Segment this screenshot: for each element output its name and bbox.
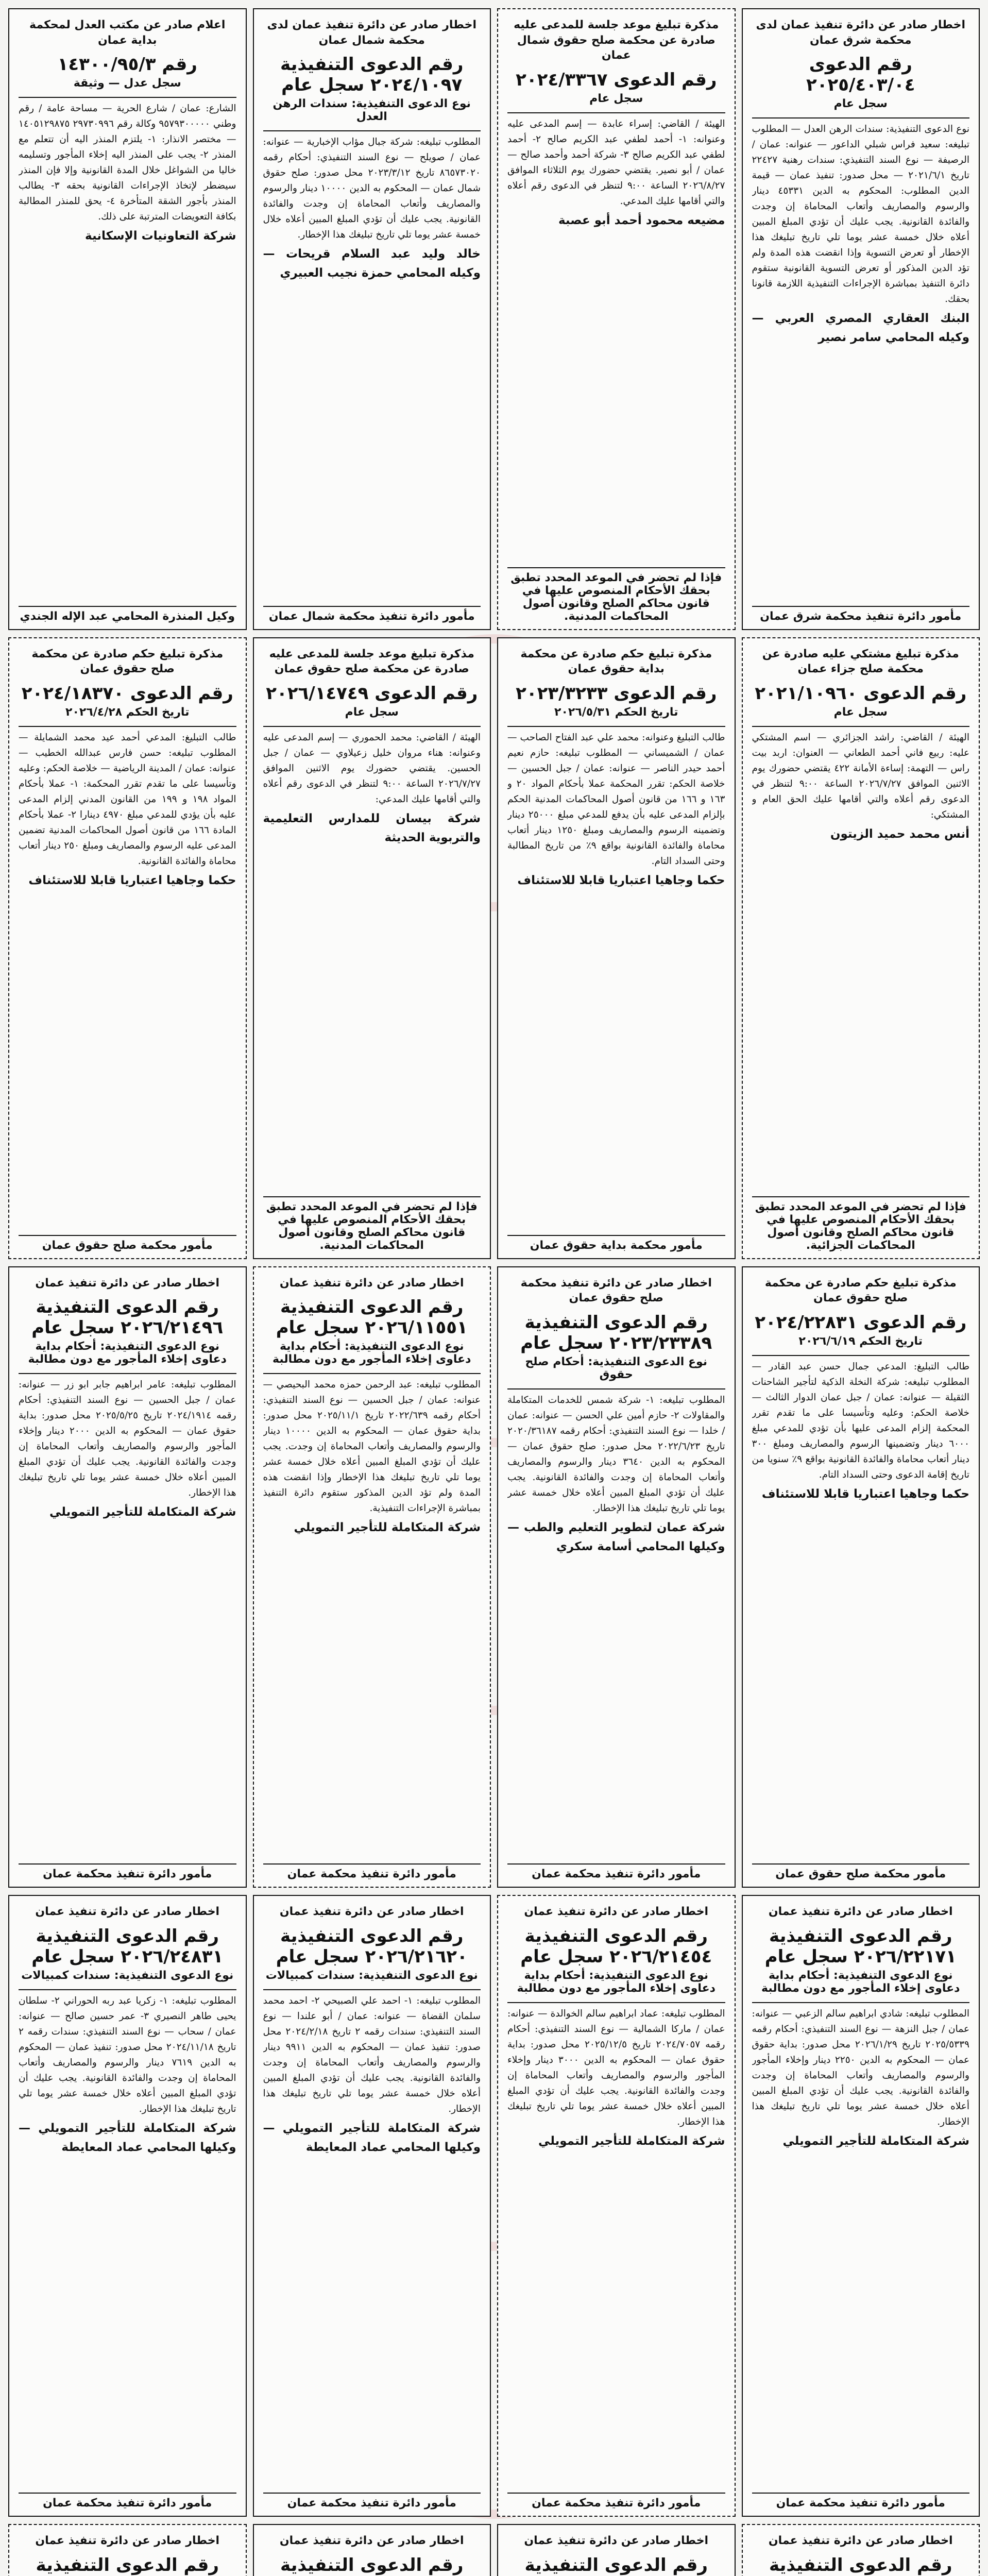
case-register: نوع الدعوى التنفيذية: سندات كمبيالات	[265, 1969, 478, 1982]
notice-title: اخطار صادر عن دائرة تنفيذ عمان	[768, 1905, 953, 1919]
case-register: نوع الدعوى التنفيذية: أحكام بداية دعاوى إخلاء المأجور مع دون مطالبة	[517, 1969, 716, 1995]
notice-signature: وكيل المنذرة المحامي عبد الإله الجندي	[19, 606, 236, 623]
notices-grid	[8, 8, 980, 2576]
party-name: شركة عمان لتطوير التعليم والطب — وكيلها المحامي أسامة سكري	[507, 1520, 725, 1553]
case-number: رقم الدعوى التنفيذية ٢٠٢٦/٢١٤٥٤ سجل عام	[520, 1926, 712, 1968]
legal-notice-card	[8, 637, 247, 1259]
party-name: خالد وليد عبد السلام قريحات — وكيله المحامي حمزة نجيب العبيري	[263, 247, 481, 280]
notice-signature: مأمور دائرة تنفيذ محكمة عمان	[19, 2493, 236, 2510]
notice-text: الهيئة / القاضي: راشد الجزائري — اسم المشتكي عليه: ربيع فاني أحمد الطعاني — العنوان: اربد بيت راس — التهمة: إساءة الأمانة ٤٢٢ يقتضي حضورك يوم الاثنين الموافق ٢٠٢٦/٧/٢٧ الساعة ٩:٠٠ لتنظر في الدعوى رقم أعلاه والتي أقامها عليك الحق العام و المشتكي:	[752, 732, 969, 821]
case-number: رقم الدعوى التنفيذية	[524, 2554, 708, 2575]
notice-body	[752, 122, 970, 602]
case-number: رقم الدعوى التنفيذية	[36, 2554, 219, 2575]
notice-signature: فإذا لم تحضر في الموعد المحدد تطبق بحقك الأحكام المنصوص عليها في قانون محاكم الصلح وقانون أصول المحاكمات المدنية.	[263, 1196, 481, 1252]
party-name: شركة بيسان للمدارس التعليمية والتربوية الحديثة	[263, 812, 481, 845]
notice-text: طالب التبليغ: المدعي أحمد عيد محمد الشمايلة — المطلوب تبليغه: حسن فارس عبدالله الخطيب — عنوانه: عمان / المدينة الرياضية — خلاصة الحكم: وعليه وتأسيسا على ما تقدم تقرر المحكمة: ١- عملا بأحكام المواد ١٩٨ و ١٩٩ من القانون المدني إلزام المدعى عليه بأن يؤدي للمدعي مبلغ ٤٩٧٠ دينارا ٢- عملا بأحكام المادة ١٦٦ من قانون أصول المحاكمات المدنية تضمين المدعى عليه الرسوم والمصاريف ومبلغ ٢٥٠ دينار أتعاب محاماة والفائدة القانونية.	[19, 732, 236, 867]
case-number: رقم الدعوى التنفيذية ٢٠٢٣/٢٣٣٨٩ سجل عام	[520, 1312, 712, 1353]
party-name: حكما وجاهيا اعتباريا قابلا للاستئناف	[761, 1487, 969, 1501]
divider	[263, 726, 481, 727]
notice-text: المطلوب تبليغه: شركة جبال مؤاب الإخبارية — عنوانه: عمان / صويلح — نوع السند التنفيذي: أحكام رقمه ٨٦٥٧٣٠٢٠ تاريخ ٢٠٢٣/٣/١٢ محل صدور: صلح حقوق شمال عمان — المحكوم به الدين ١٠٠٠٠ دينار والرسوم والمصاريف وأتعاب المحاماة إن وجدت والفائدة القانونية. يجب عليك أن تؤدي المبلغ المبين أعلاه خلال خمسة عشر يوما تلي تاريخ تبليغك هذا الإخطار.	[263, 137, 481, 241]
legal-notice-card	[742, 8, 980, 630]
divider	[507, 726, 725, 727]
notice-title: اخطار صادر عن دائرة تنفيذ محكمة صلح حقوق عمان	[520, 1276, 712, 1305]
legal-notice-card	[497, 1266, 736, 1888]
party-name: أنس محمد حميد الزيتون	[830, 827, 969, 841]
divider	[19, 1989, 236, 1990]
case-register: نوع الدعوى التنفيذية: أحكام صلح حقوق	[525, 1355, 708, 1381]
case-register: نوع الدعوى التنفيذية: أحكام بداية دعاوى إخلاء المأجور مع دون مطالبة	[761, 1969, 960, 1995]
case-number: رقم الدعوى ٢٠٢٣/٣٢٣٣	[516, 683, 717, 704]
case-register: سجل عام	[833, 97, 888, 111]
case-number: رقم الدعوى التنفيذية	[280, 2554, 464, 2575]
notice-signature: مأمور محكمة بداية حقوق عمان	[507, 1235, 725, 1252]
notice-text: المطلوب تبليغه: ١- زكريا عبد ربه الحوراني ٢- سلطان يحيى طاهر النصيري ٣- عمر حسين صالح — عنوانه: عمان / سحاب — نوع السند التنفيذي: سندات رقمه ٢ تاريخ ٢٠٢٤/١١/١٨ محل صدور: تنفيذ عمان — المحكوم به الدين ٧٦١٩ دينار والرسوم والمصاريف وأتعاب المحاماة إن وجدت والفائدة القانونية. يجب عليك أن تؤدي المبلغ المبين أعلاه خلال خمسة عشر يوما تلي تاريخ تبليغك هذا الإخطار.	[19, 1995, 236, 2114]
case-number: رقم الدعوى التنفيذية	[769, 2554, 952, 2575]
notice-title: مذكرة تبليغ موعد جلسة للمدعى عليه صادرة عن محكمة صلح حقوق عمان	[269, 647, 474, 676]
notice-title: اخطار صادر عن دائرة تنفيذ عمان	[524, 1905, 709, 1919]
notice-body	[752, 1359, 970, 1860]
divider	[752, 726, 970, 727]
divider	[507, 1388, 725, 1389]
notice-signature: مأمور دائرة تنفيذ محكمة عمان	[752, 2493, 970, 2510]
notice-text: طالب التبليغ: المدعي جمال حسن عبد القادر — المطلوب تبليغه: شركة النخلة الذكية لتأجير الشاحنات الثقيلة — عنوانه: عمان / جبل عمان الدوار الثالث — خلاصة الحكم: وعليه وتأسيسا على ما تقدم تقرر المحكمة إلزام المدعى عليها بأن تؤدي للمدعي مبلغ ٦٠٠٠ دينار وتضمينها الرسوم والمصاريف ومبلغ ٣٠٠ دينار أتعاب محاماة والفائدة القانونية بواقع ٩٪ سنويا من تاريخ إقامة الدعوى وحتى السداد التام.	[752, 1361, 969, 1480]
party-name: شركة المتكاملة للتأجير التمويلي	[294, 1521, 481, 1534]
notice-text: المطلوب تبليغه: ١- شركة شمس للخدمات المتكاملة والمقاولات ٢- حازم أمين علي الحسن — عنوانه: عمان / خلدا — نوع السند التنفيذي: أحكام رقمه ٢٠٢٠/٣٦١٨٧ تاريخ ٢٠٢٢/٦/٢٣ محل صدور: صلح حقوق عمان — المحكوم به الدين ٣٦٤٠ دينار والرسوم والمصاريف وأتعاب المحاماة إن وجدت والفائدة القانونية. يجب عليك أن تؤدي المبلغ المبين أعلاه خلال خمسة عشر يوما تلي تاريخ تبليغك هذا الإخطار.	[507, 1394, 725, 1514]
legal-notice-card	[8, 2524, 247, 2576]
notice-title: مذكرة تبليغ حكم صادرة عن محكمة صلح حقوق عمان	[31, 647, 224, 676]
notice-title: اخطار صادر عن دائرة تنفيذ عمان	[279, 2534, 464, 2548]
case-register: نوع الدعوى التنفيذية: سندات كمبيالات	[21, 1969, 234, 1982]
case-number: رقم الدعوى التنفيذية ٢٠٢٦/٢١٤٩٦ سجل عام	[31, 1297, 224, 1338]
legal-notice-card	[497, 8, 736, 630]
notice-title: اخطار صادر عن دائرة تنفيذ عمان	[279, 1276, 464, 1290]
notice-signature: فإذا لم تحضر في الموعد المحدد تطبق بحقك الأحكام المنصوص عليها في قانون محاكم الصلح وقانون أصول المحاكمات المدنية.	[507, 567, 725, 623]
notice-title: مذكرة تبليغ حكم صادرة عن محكمة صلح حقوق عمان	[764, 1276, 957, 1305]
case-register: سجل عام	[345, 706, 399, 719]
divider	[263, 130, 481, 131]
notice-signature: مأمور دائرة تنفيذ محكمة عمان	[19, 1863, 236, 1880]
party-name: شركة المتكاملة للتأجير التمويلي — وكيلها المحامي عماد المعايطة	[263, 2121, 481, 2155]
notice-body	[752, 2006, 970, 2489]
notice-text: نوع الدعوى التنفيذية: سندات الرهن العدل — المطلوب تبليغه: سعيد فراس شبلي الداعور — عنوانه: عمان / الرصيفة — نوع السند التنفيذي: سندات رهنية ٢٢٤٢٧ تاريخ ٢٠٢١/٦/١ — محل صدور: تنفيذ عمان — قيمة الدين المطلوب: المحكوم به الدين ٤٥٣٣١ دينار والرسوم والمصاريف وأتعاب المحاماة إن وجدت والفائدة القانونية. يجب عليك أن تؤدي المبلغ المبين أعلاه خلال خمسة عشر يوما تلي تاريخ تبليغك هذا الإخطار أو تعرض التسوية وإذا انقضت هذه المدة ولم تؤد الدين المذكور أو تعرض التسوية القانونية ستقوم دائرة التنفيذ بمباشرة الإجراءات التنفيذية اللازمة قانونا بحقك.	[752, 124, 969, 305]
case-register: سجل عدل — وثيقة	[73, 77, 181, 90]
notice-body	[19, 101, 236, 602]
divider	[752, 1355, 970, 1356]
legal-notice-card	[8, 1895, 247, 2517]
notice-signature: مأمور دائرة تنفيذ محكمة عمان	[507, 2493, 725, 2510]
case-register: سجل عام	[589, 92, 643, 106]
party-name: شركة المتكاملة للتأجير التمويلي	[782, 2134, 969, 2148]
divider	[752, 2002, 970, 2003]
divider	[752, 117, 970, 118]
party-name: شركة المتكاملة للتأجير التمويلي — وكيلها المحامي عماد المعايطة	[19, 2121, 236, 2155]
notice-signature: مأمور دائرة تنفيذ محكمة شرق عمان	[752, 606, 970, 623]
legal-notice-card	[8, 8, 247, 630]
notice-text: المطلوب تبليغه: عبد الرحمن حمزه محمد البحيصي — عنوانه: عمان / جبل الحسين — نوع السند التنفيذي: أحكام رقمه ٢٠٢٢/٦٣٩ تاريخ ٢٠٢٥/١١/١ محل صدور: بداية حقوق عمان — المحكوم به الدين ١٠٠٠٠ دينار والرسوم والمصاريف وأتعاب المحاماة إن وجدت. يجب عليك أن تؤدي المبلغ المبين أعلاه خلال خمسة عشر يوما تلي تاريخ تبليغك هذا الإخطار وإذا انقضت هذه المدة ولم تؤد الدين المذكور ستقوم دائرة التنفيذ بمباشرة الإجراءات التنفيذية.	[263, 1379, 481, 1514]
party-name: البنك العقاري المصري العربي — وكيله المحامي سامر نصير	[752, 312, 969, 345]
notice-signature: مأمور محكمة صلح حقوق عمان	[19, 1235, 236, 1252]
notice-title: مذكرة تبليغ مشتكي عليه صادرة عن محكمة صلح جزاء عمان	[762, 647, 959, 676]
notice-body	[263, 1377, 481, 1860]
notice-text: المطلوب تبليغه: شادي ابراهيم سالم الزعبي — عنوانه: عمان / جبل النزهة — نوع السند التنفيذي: أحكام رقمه ٢٠٢٥/٥٣٣٩ تاريخ ٢٠٢٦/١/٢٩ محل صدور: بداية حقوق عمان — المحكوم به الدين ٢٢٥٠ دينار وإخلاء المأجور والرسوم والمصاريف وأتعاب المحاماة إن وجدت والفائدة القانونية. يجب عليك أن تؤدي المبلغ المبين أعلاه خلال خمسة عشر يوما تلي تاريخ تبليغك هذا الإخطار.	[752, 2008, 969, 2127]
notice-title: اخطار صادر عن دائرة تنفيذ عمان	[35, 1905, 220, 1919]
divider	[19, 726, 236, 727]
case-number: رقم الدعوى ٢٠٢٤/٣٣٦٧	[516, 70, 717, 91]
notice-text: الشارع: عمان / شارع الحرية — مساحة عامة / رقم وطني ٩٥٧٩٣٠٠٠٠٠ وكالة رقم ٢٩٧٣٠٩٩٦ ١٤٠٥١٢٩٨٧٥ — مختصر الانذار: ١- يلتزم المنذر اليه أن تتعلم مع المنذر ٢- يجب على المنذر اليه إخلاء المأجور وتسليمه خاليا من الشواغل خلال المدة القانونية وإلا فإن المنذر سيضطر لإتخاذ الإجراءات القانونية بحقه ٣- يطالب المنذر بأجور الشقة المتأخرة ٤- يحق للمنذر المطالبة بكافة التعويضات المترتبة على ذلك.	[19, 103, 236, 223]
legal-notice-card	[742, 637, 980, 1259]
notice-title: اخطار صادر عن دائرة تنفيذ عمان	[524, 2534, 709, 2548]
legal-notice-card	[253, 1895, 491, 2517]
divider	[507, 112, 725, 113]
notice-title: اخطار صادر عن دائرة تنفيذ عمان	[279, 1905, 464, 1919]
notice-signature: مأمور محكمة صلح حقوق عمان	[752, 1863, 970, 1880]
notice-body	[263, 730, 481, 1193]
party-name: شركة المتكاملة للتأجير التمويلي	[49, 1505, 236, 1519]
case-register: نوع الدعوى التنفيذية: سندات الرهن العدل	[272, 97, 471, 124]
notice-signature: مأمور دائرة تنفيذ محكمة عمان	[507, 1863, 725, 1880]
notice-signature: فإذا لم تحضر في الموعد المحدد تطبق بحقك الأحكام المنصوص عليها في قانون محاكم الصلح وقانون أصول المحاكمات الجزائية.	[752, 1196, 970, 1252]
notice-signature: مأمور دائرة تنفيذ محكمة عمان	[263, 2493, 481, 2510]
legal-notice-card	[8, 1266, 247, 1888]
party-name: مضيعه محمود أحمد أبو عصبة	[558, 213, 725, 227]
party-name: شركة التعاونيات الإسكانية	[85, 229, 236, 243]
notice-signature: مأمور دائرة تنفيذ محكمة شمال عمان	[263, 606, 481, 623]
legal-notice-card	[253, 8, 491, 630]
notice-body	[507, 116, 725, 564]
notice-body	[19, 1993, 236, 2489]
case-number: رقم الدعوى ٢٠٢٦/١٤٧٤٩	[266, 683, 478, 704]
party-name: شركة المتكاملة للتأجير التمويلي	[538, 2134, 725, 2148]
notice-title: اخطار صادر عن دائرة تنفيذ عمان	[768, 2534, 953, 2548]
legal-notice-card	[742, 1895, 980, 2517]
case-register: نوع الدعوى التنفيذية: أحكام بداية دعاوى إخلاء المأجور مع دون مطالبة	[28, 1340, 227, 1366]
divider	[19, 97, 236, 98]
notice-text: المطلوب تبليغه: ١- احمد علي الصبيحي ٢- احمد محمد سلمان القضاة — عنوانه: عمان / أبو علندا — نوع السند التنفيذي: سندات رقمه ٢ تاريخ ٢٠٢٤/٢/١٨ محل صدور: تنفيذ عمان — المحكوم به الدين ٩٩١١ دينار والرسوم والمصاريف وأتعاب المحاماة إن وجدت والفائدة القانونية. يجب عليك أن تؤدي المبلغ المبين أعلاه خلال خمسة عشر يوما تلي تاريخ تبليغك هذا الإخطار.	[263, 1995, 481, 2114]
legal-notice-card	[253, 637, 491, 1259]
case-number: رقم الدعوى التنفيذية ٢٠٢٤/١٠٩٧ سجل عام	[280, 54, 464, 96]
divider	[507, 2002, 725, 2003]
legal-notice-card	[497, 1895, 736, 2517]
case-number: رقم ١٤٣٠٠/٩٥/٣	[57, 54, 197, 75]
notice-body	[507, 2006, 725, 2489]
legal-notice-card	[497, 637, 736, 1259]
case-register: تاريخ الحكم ٢٠٢٦/٥/٣١	[554, 706, 678, 719]
notice-title: مذكرة تبليغ موعد جلسة للمدعى عليه صادرة عن محكمة صلح حقوق شمال عمان	[514, 19, 719, 62]
notice-text: الهيئة / القاضي: إسراء عابدة — إسم المدعى عليه وعنوانه: ١- أحمد لطفي عبد الكريم صالح ٢- أحمد لطفي عبد الكريم صالح ٣- شركة أحمد وأحمد صالح — عمان / أبو نصير. يقتضي حضورك يوم الثلاثاء الموافق ٢٠٢٦/٨/٢٧ الساعة ٩:٠٠ لتنظر في الدعوى رقم أعلاه والتي أقامها عليك المدعي.	[507, 118, 725, 207]
case-number: رقم الدعوى ٢٠٢٤/١٨٣٧٠	[21, 683, 233, 704]
notice-text: المطلوب تبليغه: عامر ابراهيم جابر ابو زر — عنوانه: عمان / جبل الحسين — نوع السند التنفيذي: أحكام رقمه ٢٠٢٤/١٩١٤ تاريخ ٢٠٢٥/٥/٢٥ محل صدور: بداية حقوق عمان — المحكوم به الدين ٢٠٠٠ دينار وإخلاء المأجور والرسوم والمصاريف وأتعاب المحاماة إن وجدت والفائدة القانونية. يجب عليك أن تؤدي المبلغ المبين أعلاه خلال خمسة عشر يوما تلي تاريخ تبليغك هذا الإخطار.	[19, 1379, 236, 1499]
divider	[263, 1373, 481, 1374]
case-number: رقم الدعوى ٢٠٢٥/٤٠٣/٠٤	[806, 54, 915, 96]
case-number: رقم الدعوى التنفيذية ٢٠٢٦/٢٢١٧١ سجل عام	[764, 1926, 957, 1968]
notice-title: اخطار صادر عن دائرة تنفيذ عمان لدى محكمة شمال عمان	[267, 19, 476, 47]
case-number: رقم الدعوى التنفيذية ٢٠٢٦/٢٤٨٣١ سجل عام	[31, 1926, 224, 1968]
notice-title: اعلام صادر عن مكتب العدل لمحكمة بداية عمان	[29, 19, 226, 47]
legal-notice-card	[497, 2524, 736, 2576]
divider	[263, 1989, 481, 1990]
legal-notice-card	[742, 2524, 980, 2576]
case-register: تاريخ الحكم ٢٠٢٦/٦/١٩	[798, 1334, 923, 1348]
notice-body	[19, 1377, 236, 1860]
notice-body	[263, 134, 481, 602]
case-register: سجل عام	[833, 706, 888, 719]
case-register: تاريخ الحكم ٢٠٢٦/٤/٢٨	[65, 706, 190, 719]
party-name: حكما وجاهيا اعتباريا قابلا للاستئناف	[28, 873, 236, 887]
party-name: حكما وجاهيا اعتباريا قابلا للاستئناف	[517, 873, 725, 887]
notice-text: طالب التبليغ وعنوانه: محمد علي عبد الفتاح الصاحب — عمان / الشميساني — المطلوب تبليغه: حازم نعيم أحمد حيدر الناصر — عنوانه: عمان / جبل الحسين — خلاصة الحكم: تقرر المحكمة عملا بأحكام المواد ٢٠ و ١٦٣ و ١٦٦ من قانون أصول المحاكمات المدنية الحكم بإلزام المدعى عليه بأن يدفع للمدعي مبلغ ٢٥٠٠٠ دينار وتضمينه الرسوم والمصاريف ومبلغ ١٢٥٠ دينار أتعاب محاماة والفائدة القانونية بواقع ٩٪ من تاريخ المطالبة وحتى السداد التام.	[507, 732, 725, 867]
case-number: رقم الدعوى ٢٠٢١/١٠٩٦٠	[755, 683, 967, 704]
notice-body	[507, 1393, 725, 1860]
case-number: رقم الدعوى التنفيذية ٢٠٢٦/١١٥٥١ سجل عام	[276, 1297, 468, 1338]
legal-notice-card	[253, 2524, 491, 2576]
case-number: رقم الدعوى ٢٠٢٤/٢٢٨٣١	[755, 1312, 967, 1333]
notice-body	[507, 730, 725, 1231]
legal-notice-card	[742, 1266, 980, 1888]
notice-title: اخطار صادر عن دائرة تنفيذ عمان لدى محكمة شرق عمان	[756, 19, 965, 47]
notice-body	[263, 1993, 481, 2489]
notice-title: مذكرة تبليغ حكم صادرة عن محكمة بداية حقوق عمان	[520, 647, 712, 676]
case-register: نوع الدعوى التنفيذية: أحكام بداية دعاوى إخلاء المأجور مع دون مطالبة	[272, 1340, 471, 1366]
notice-text: المطلوب تبليغه: عماد ابراهيم سالم الخوالدة — عنوانه: عمان / ماركا الشمالية — نوع السند التنفيذي: أحكام رقمه ٢٠٢٤/٧٠٥٧ تاريخ ٢٠٢٥/١٢/٥ محل صدور: بداية حقوق عمان — المحكوم به الدين ٣٠٠٠ دينار وإخلاء المأجور والرسوم والمصاريف وأتعاب المحاماة إن وجدت والفائدة القانونية. يجب عليك أن تؤدي المبلغ المبين أعلاه خلال خمسة عشر يوما تلي تاريخ تبليغك هذا الإخطار.	[507, 2008, 725, 2127]
notice-title: اخطار صادر عن دائرة تنفيذ عمان	[35, 1276, 220, 1290]
notice-body	[19, 730, 236, 1231]
divider	[19, 1373, 236, 1374]
notice-text: الهيئة / القاضي: محمد الحموري — إسم المدعى عليه وعنوانه: هناء مروان خليل زعيلاوي — عمان / جبل الحسين. يقتضي حضورك يوم الاثنين الموافق ٢٠٢٦/٧/٢٧ الساعة ٩:٠٠ لتنظر في الدعوى رقم أعلاه والتي أقامها عليك المدعي:	[263, 732, 481, 805]
notice-body	[752, 730, 970, 1193]
legal-notice-card	[253, 1266, 491, 1888]
case-number: رقم الدعوى التنفيذية ٢٠٢٦/٢١٦٢٠ سجل عام	[276, 1926, 468, 1968]
notice-signature: مأمور دائرة تنفيذ محكمة عمان	[263, 1863, 481, 1880]
notice-title: اخطار صادر عن دائرة تنفيذ عمان	[35, 2534, 220, 2548]
